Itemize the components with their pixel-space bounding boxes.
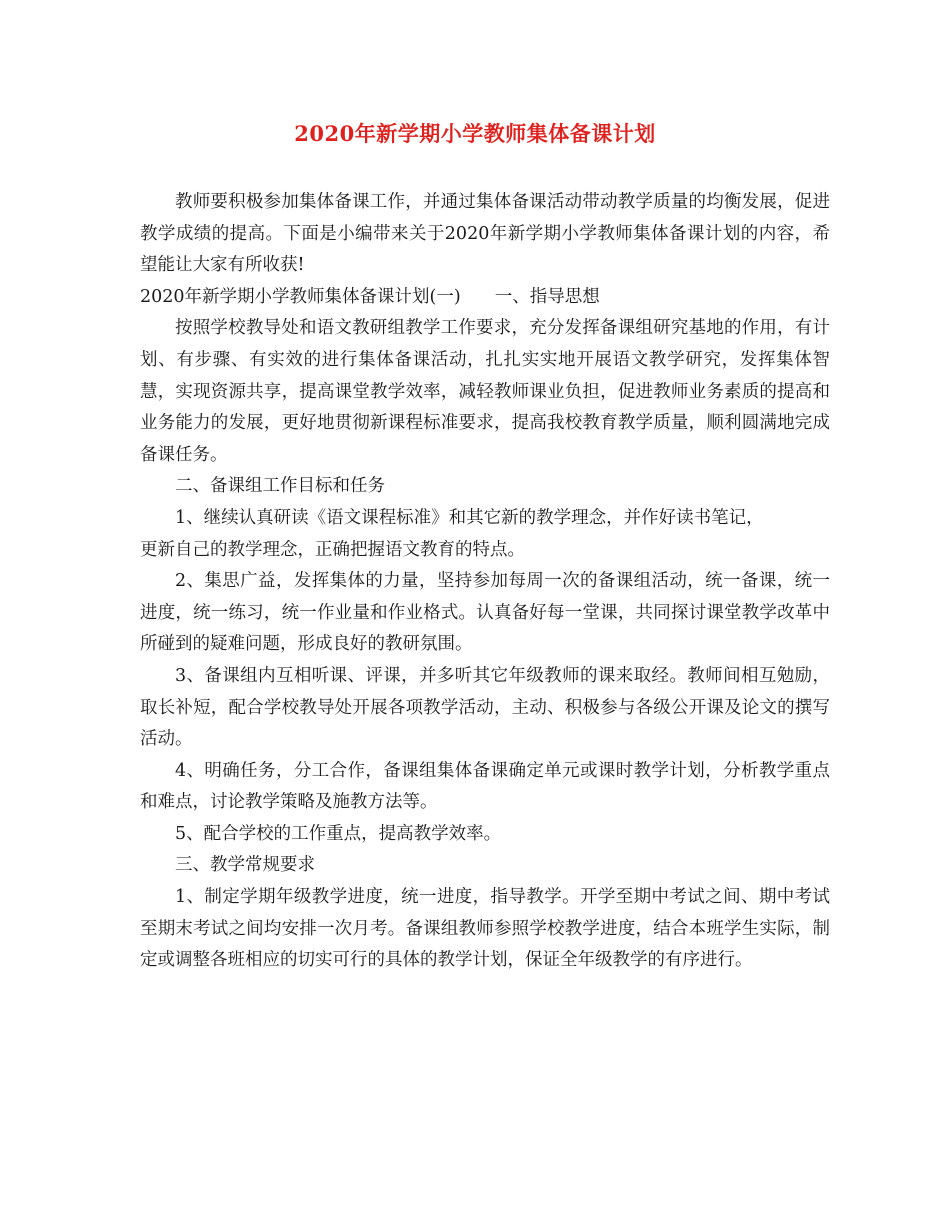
goal-item-5: 5、配合学校的工作重点，提高教学效率。 <box>175 823 502 844</box>
section-heading-routine: 三、教学常规要求 <box>175 855 315 876</box>
routine-item-1: 1、制定学期年级教学进度，统一进度，指导教学。开学至期中考试之间、期中考试至期末考试之间均安排一次月考。备课组教师参照学校教学进度，结合本班学生实际，制定或调整各班相应的切实可行的具体的教学计划，保证全年级教学的有序进行。 <box>140 887 830 971</box>
goal-item-2: 2、集思广益，发挥集体的力量，坚持参加每周一次的备课组活动，统一备课，统一进度，统一练习，统一作业量和作业格式。认真备好每一堂课，共同探讨课堂教学改革中所碰到的疑难问题，形成良好的教研氛围。 <box>140 571 830 655</box>
guiding-thought-paragraph: 按照学校教导处和语文教研组教学工作要求，充分发挥备课组研究基地的作用，有计划、有步骤、有实效的进行集体备课活动，扎扎实实地开展语文教学研究，发挥集体智慧，实现资源共享，提高课堂教学效率，减轻教师课业负担，促进教师业务素质的提高和业务能力的发展，更好地贯彻新课程标准要求，提高我校教育教学质量，顺利圆满地完成备课任务。 <box>140 318 830 465</box>
goal-item-4: 4、明确任务，分工合作，备课组集体备课确定单元或课时教学计划，分析教学重点和难点，讨论教学策略及施教方法等。 <box>140 760 830 813</box>
document-body <box>140 187 830 977</box>
plan-heading: 2020年新学期小学教师集体备课计划(一) <box>140 286 461 307</box>
goal-item-1-line-2: 更新自己的教学理念，正确把握语文教育的特点。 <box>140 539 525 560</box>
section-heading-goals: 二、备课组工作目标和任务 <box>175 476 385 497</box>
document-title: 2020年新学期小学教师集体备课计划 <box>294 121 656 146</box>
section-heading-guiding-thought: 一、指导思想 <box>494 286 600 307</box>
intro-paragraph: 教师要积极参加集体备课工作，并通过集体备课活动带动教学质量的均衡发展，促进教学成绩的提高。下面是小编带来关于2020年新学期小学教师集体备课计划的内容，希望能让大家有所收获! <box>140 192 830 276</box>
plan-heading-line <box>140 282 830 314</box>
goal-item-1-line-1: 1、继续认真研读《语文课程标准》和其它新的教学理念，并作好读书笔记， <box>175 507 764 528</box>
goal-item-3: 3、备课组内互相听课、评课，并多听其它年级教师的课来取经。教师间相互勉励，取长补短，配合学校教导处开展各项教学活动，主动、积极参与各级公开课及论文的撰写活动。 <box>140 665 830 750</box>
